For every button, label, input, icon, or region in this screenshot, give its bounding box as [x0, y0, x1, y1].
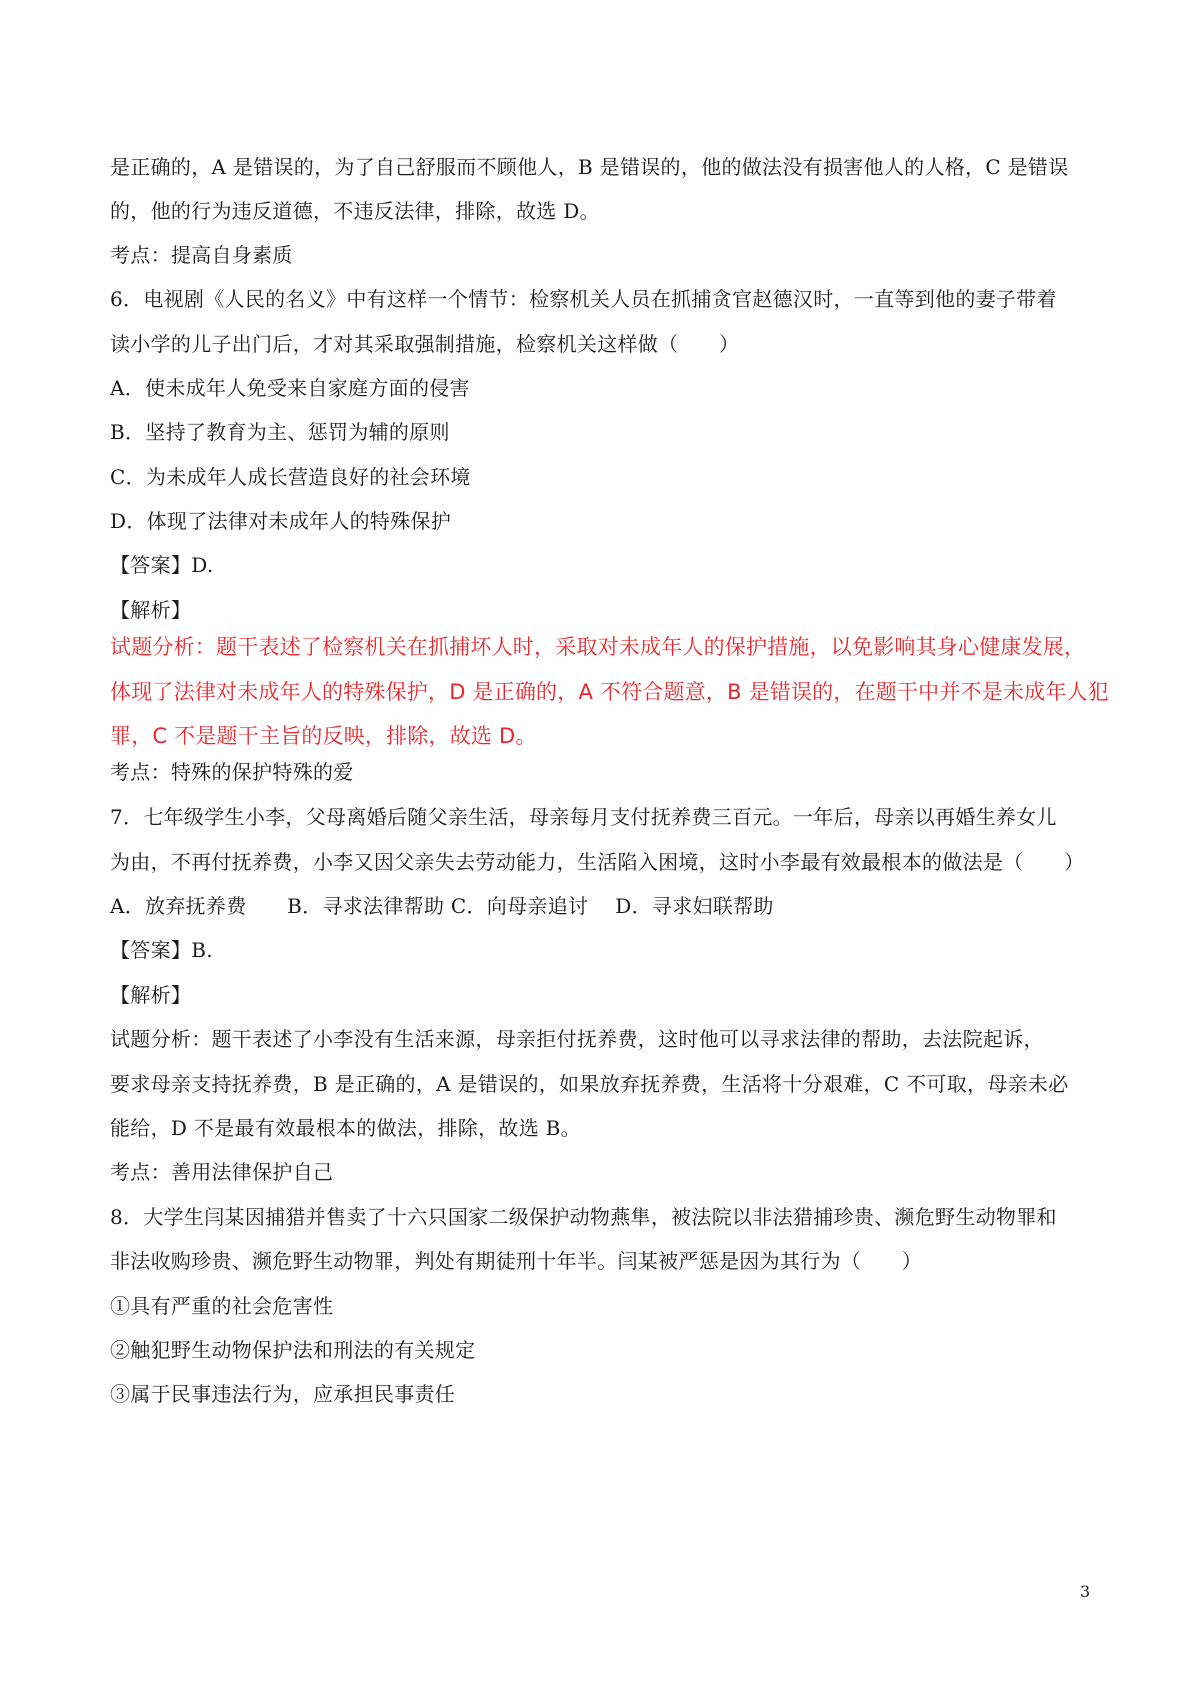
answer-line: 【答案】D. — [110, 553, 214, 577]
keypoint-line: 考点：善用法律保护自己 — [110, 1160, 334, 1184]
question-7-stem: 7．七年级学生小李，父母离婚后随父亲生活，母亲每月支付抚养费三百元。一年后，母亲以再婚生养女儿 — [110, 805, 1057, 829]
question-8-item-1: ①具有严重的社会危害性 — [110, 1294, 334, 1318]
keypoint-line: 考点：提高自身素质 — [110, 243, 293, 267]
question-8-stem: 8．大学生闫某因捕猎并售卖了十六只国家二级保护动物燕隼，被法院以非法猎捕珍贵、濒危野生动物罪和 — [110, 1205, 1057, 1229]
analysis-red-text: 体现了法律对未成年人的特殊保护，D 是正确的，A 不符合题意，B 是错误的，在题干中并不是未成年人犯 — [110, 680, 1109, 704]
question-6-option-b: B．坚持了教育为主、惩罚为辅的原则 — [110, 420, 450, 444]
analysis-heading: 【解析】 — [110, 983, 192, 1007]
analysis-text: 要求母亲支持抚养费，B 是正确的，A 是错误的，如果放弃抚养费，生活将十分艰难，C 不可取，母亲未必 — [110, 1072, 1069, 1096]
question-8-item-2: ②触犯野生动物保护法和刑法的有关规定 — [110, 1338, 476, 1362]
question-8-stem: 非法收购珍贵、濒危野生动物罪，判处有期徒刑十年半。闫某被严惩是因为其行为（ ） — [110, 1249, 922, 1273]
question-7-options: A．放弃抚养费 B．寻求法律帮助 C．向母亲追讨 D．寻求妇联帮助 — [110, 894, 774, 918]
text-line: 是正确的，A 是错误的，为了自己舒服而不顾他人，B 是错误的，他的做法没有损害他人的人格，C 是错误 — [110, 155, 1069, 179]
answer-line: 【答案】B. — [110, 938, 213, 962]
question-6-option-c: C．为未成年人成长营造良好的社会环境 — [110, 465, 471, 489]
keypoint-line: 考点：特殊的保护特殊的爱 — [110, 760, 354, 784]
question-6-option-d: D．体现了法律对未成年人的特殊保护 — [110, 509, 452, 533]
question-6-stem: 读小学的儿子出门后，才对其采取强制措施，检察机关这样做（ ） — [110, 332, 740, 356]
analysis-heading: 【解析】 — [110, 598, 192, 622]
page-number: 3 — [1080, 1582, 1091, 1601]
text-line: 的，他的行为违反道德，不违反法律，排除，故选 D。 — [110, 199, 600, 223]
question-6-option-a: A．使未成年人免受来自家庭方面的侵害 — [110, 376, 470, 400]
question-8-item-3: ③属于民事违法行为，应承担民事责任 — [110, 1382, 456, 1406]
analysis-text: 能给，D 不是最有效最根本的做法，排除，故选 B。 — [110, 1116, 581, 1140]
question-6-stem: 6．电视剧《人民的名义》中有这样一个情节：检察机关人员在抓捕贪官赵德汉时，一直等到他的妻子带着 — [110, 287, 1057, 311]
question-7-stem: 为由，不再付抚养费，小李又因父亲失去劳动能力，生活陷入困境，这时小李最有效最根本的做法是（ ） — [110, 850, 1085, 874]
analysis-text: 试题分析：题干表述了小李没有生活来源，母亲拒付抚养费，这时他可以寻求法律的帮助，去法院起诉， — [110, 1027, 1044, 1051]
analysis-red-text: 试题分析：题干表述了检察机关在抓捕坏人时，采取对未成年人的保护措施，以免影响其身心健康发展， — [110, 635, 1086, 659]
analysis-red-text: 罪，C 不是题干主旨的反映，排除，故选 D。 — [110, 724, 537, 748]
